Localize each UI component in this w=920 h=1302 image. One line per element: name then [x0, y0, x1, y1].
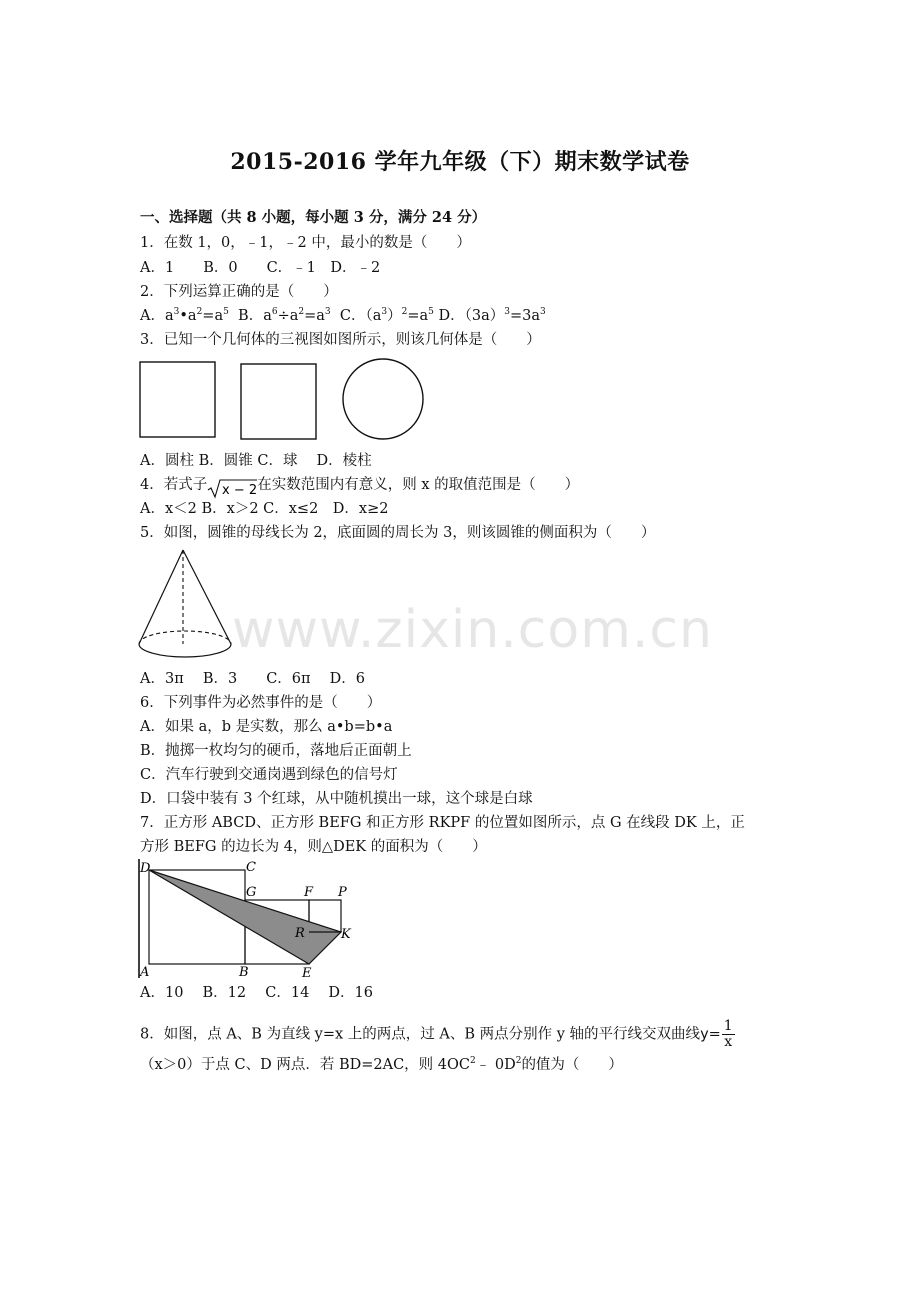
q2-stem: 2．下列运算正确的是（ ） [140, 284, 338, 300]
q4-stem: 4．若式子 x − 2 在实数范围内有意义，则 x 的取值范围是（ ） [140, 477, 580, 498]
label-a: A [140, 965, 150, 980]
page-title: 2015-2016 学年九年级（下）期末数学试卷 [230, 149, 690, 175]
fraction-one-over-x: $\frac{1}{x}$ [723, 1018, 733, 1050]
sqrt-expression [207, 478, 257, 500]
q3-options: A．圆柱 B．圆锥 C．球 D．棱柱 [140, 453, 372, 469]
q5-options: A．3π B．3 C．6π D．6 [140, 671, 366, 687]
section-heading: 一、选择题（共 8 小题，每小题 3 分，满分 24 分） [140, 209, 487, 226]
cone-slant-right [183, 550, 231, 644]
label-c: C [246, 860, 256, 875]
label-r: R [295, 926, 305, 941]
front-view-square [140, 362, 215, 437]
q2-options: A．$a^3•a^2=a^5$ B．$a^6\div a^2=a^3$ C．$(a^3)^2=a^5$ D．$(3a)^3=3a^3$ [140, 307, 546, 324]
q7-options: A．10 B．12 C．14 D．16 [140, 985, 373, 1001]
q4-options: A．x＜2 B．x＞2 C．x≤2 D．x≥2 [140, 501, 389, 517]
q7-stem-line2: 方形 BEFG 的边长为 4，则△DEK 的面积为（ ） [140, 839, 487, 855]
q3-stem: 3．已知一个几何体的三视图如图所示，则该几何体是（ ） [140, 332, 541, 348]
label-p: P [338, 885, 347, 900]
q7-stem-line1: 7．正方形 ABCD、正方形 BEFG 和正方形 RKPF 的位置如图所示，点 G 在线段 DK 上，正 [140, 815, 745, 831]
top-view-circle [343, 359, 423, 439]
squares-figure [134, 856, 358, 984]
cone-figure [136, 546, 236, 666]
q6-option-c: C．汽车行驶到交通岗遇到绿色的信号灯 [140, 767, 398, 783]
q6-stem: 6．下列事件为必然事件的是（ ） [140, 695, 382, 711]
q8-stem-line2: （x＞0）于点 C、D 两点．若 BD=2AC，则 $4OC^2﹣$ $0D^2$的值为（ ） [140, 1056, 623, 1073]
cone-base-front [139, 644, 231, 657]
q8-stem-line1: 8．如图，点 A、B 为直线 y=x 上的两点，过 A、B 两点分别作 y 轴的平行线交双曲线y= $\frac{1}{x}$ [140, 1018, 733, 1050]
label-d: D [140, 861, 151, 876]
watermark: www.zixin.com.cn [232, 600, 713, 660]
label-b: B [239, 965, 249, 980]
label-f: F [304, 885, 314, 900]
q5-stem: 5．如图，圆锥的母线长为 2，底面圆的周长为 3，则该圆锥的侧面积为（ ） [140, 525, 656, 541]
q6-option-d: D．口袋中装有 3 个红球，从中随机摸出一球，这个球是白球 [140, 791, 533, 807]
label-k: K [341, 927, 351, 942]
q6-option-b: B．抛掷一枚均匀的硬币，落地后正面朝上 [140, 743, 412, 759]
side-view-square [241, 364, 316, 439]
q1-options: A．1 B．0 C．﹣1 D．﹣2 [140, 260, 381, 276]
q6-option-a: A．如果 a，b 是实数，那么 a•b=b•a [140, 719, 393, 735]
label-e: E [302, 966, 312, 981]
q1-stem: 1．在数 1，0，﹣1，﹣2 中，最小的数是（ ） [140, 235, 471, 251]
cone-slant-left [139, 550, 183, 644]
cone-base-back [139, 631, 231, 644]
three-views-figure [136, 356, 432, 446]
svg-text:x − 2: x − 2 [222, 483, 258, 498]
label-g: G [246, 885, 257, 900]
